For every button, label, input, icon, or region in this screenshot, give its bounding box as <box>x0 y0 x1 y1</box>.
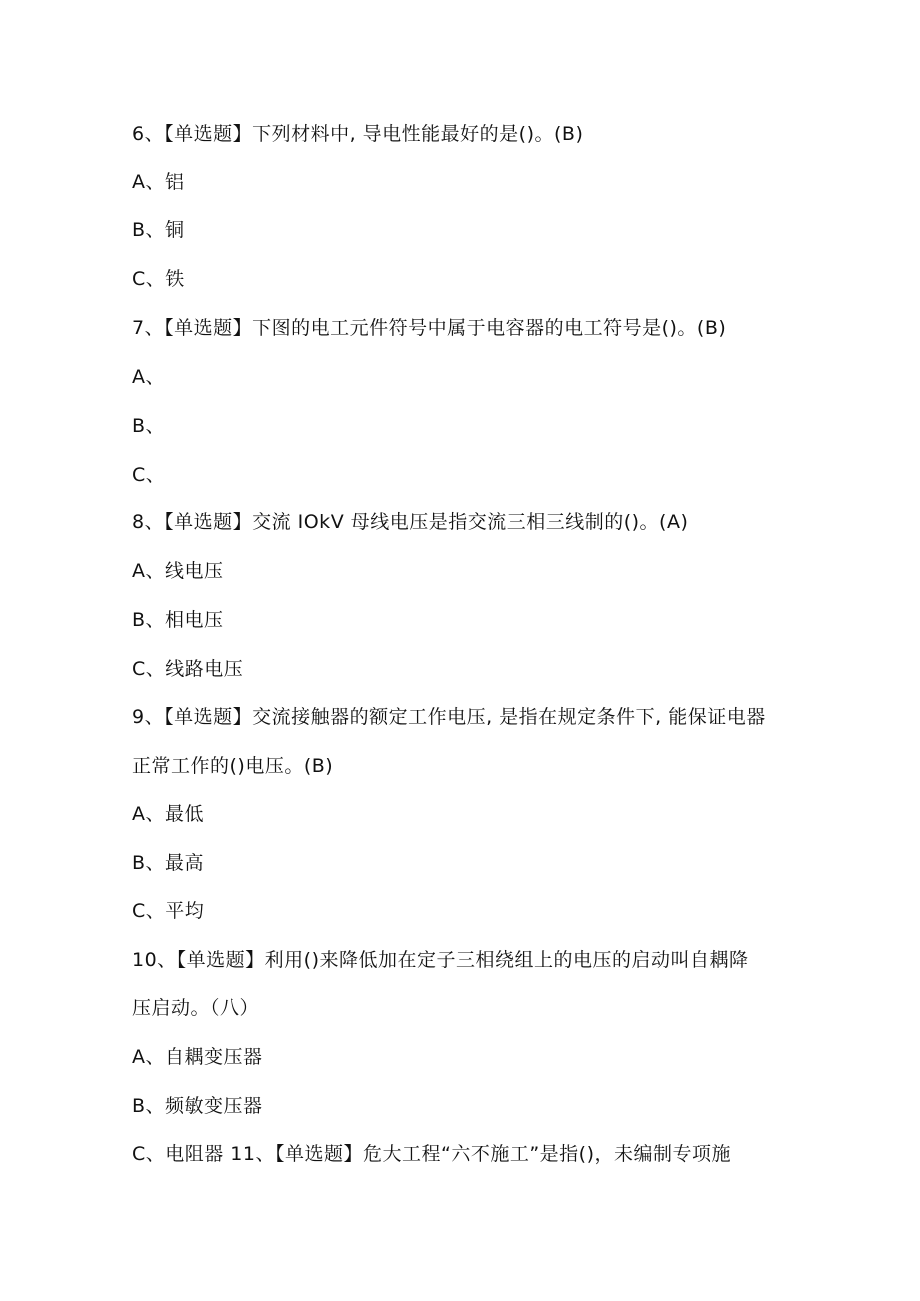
question-10-text-line-2: 压启动。（八） <box>132 997 260 1019</box>
question-9-option-a: A、最低 <box>132 803 204 825</box>
question-10-option-a: A、自耦变压器 <box>132 1046 263 1068</box>
question-7-text: 7、【单选题】下图的电工元件符号中属于电容器的电工符号是()。(B) <box>132 317 727 339</box>
question-7-option-a: A、 <box>132 366 165 388</box>
question-10-text-line-1: 10、【单选题】利用()来降低加在定子三相绕组上的电压的启动叫自耦降 <box>132 949 749 971</box>
question-10-option-b: B、频敏变压器 <box>132 1095 263 1117</box>
question-6-option-b: B、铜 <box>132 219 185 241</box>
question-8-text: 8、【单选题】交流 IOkV 母线电压是指交流三相三线制的()。(A) <box>132 511 689 533</box>
question-7-option-c: C、 <box>132 464 166 486</box>
question-9-text-line-1: 9、【单选题】交流接触器的额定工作电压, 是指在规定条件下, 能保证电器 <box>132 706 766 728</box>
question-10-option-c-and-question-11: C、电阻器 11、【单选题】危大工程“六不施工”是指()，未编制专项施 <box>132 1143 731 1165</box>
question-6-option-c: C、铁 <box>132 268 185 290</box>
question-9-option-c: C、平均 <box>132 900 205 922</box>
question-6-text: 6、【单选题】下列材料中, 导电性能最好的是()。(B) <box>132 123 584 145</box>
question-9-option-b: B、最高 <box>132 852 205 874</box>
question-6-option-a: A、铝 <box>132 171 185 193</box>
question-8-option-a: A、线电压 <box>132 560 224 582</box>
question-7-option-b: B、 <box>132 415 166 437</box>
question-9-text-line-2: 正常工作的()电压。(B) <box>132 755 334 777</box>
question-8-option-b: B、相电压 <box>132 609 224 631</box>
question-8-option-c: C、线路电压 <box>132 658 244 680</box>
